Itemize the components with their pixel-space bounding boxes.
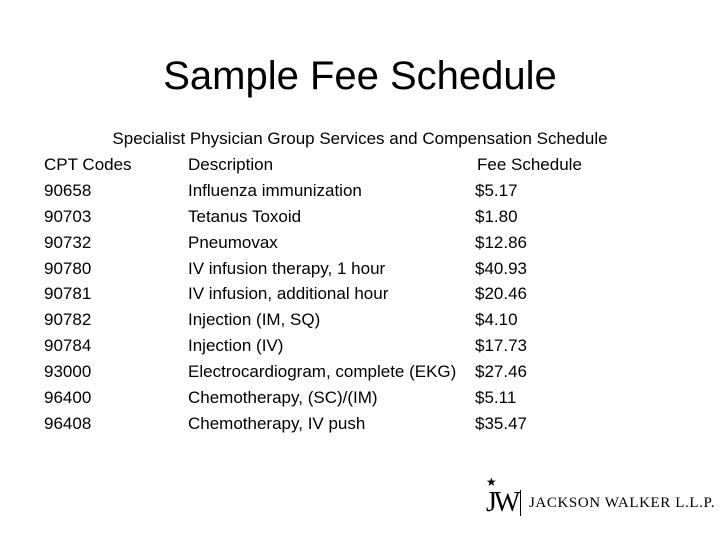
fee: $20.46 xyxy=(475,284,527,304)
logo-monogram: JW xyxy=(486,487,518,518)
page-title: Sample Fee Schedule xyxy=(163,54,557,98)
cpt-code: 90732 xyxy=(44,232,92,252)
column-header-cpt-codes: CPT Codes xyxy=(44,155,132,174)
description: Tetanus Toxoid xyxy=(188,206,302,226)
cpt-code: 96408 xyxy=(44,413,92,433)
fee: $35.47 xyxy=(475,413,527,433)
fee: $1.80 xyxy=(475,206,518,226)
description: Influenza immunization xyxy=(188,180,362,200)
column-header-description: Description xyxy=(188,155,274,174)
logo-divider xyxy=(520,490,521,516)
cpt-code: 96400 xyxy=(44,388,92,408)
cpt-code: 90781 xyxy=(44,284,92,304)
description: Chemotherapy, IV push xyxy=(188,413,366,433)
description: Pneumovax xyxy=(188,232,278,252)
cpt-code: 90703 xyxy=(44,206,92,226)
fee: $17.73 xyxy=(475,336,527,356)
page-subtitle: Specialist Physician Group Services and Compensation Schedule xyxy=(112,129,608,148)
fee: $12.86 xyxy=(475,232,527,252)
jackson-walker-logo xyxy=(486,476,716,526)
cpt-code: 93000 xyxy=(44,362,92,382)
cpt-code: 90784 xyxy=(44,336,92,356)
cpt-code: 90658 xyxy=(44,180,92,200)
star-icon: ★ xyxy=(486,475,497,489)
description: Injection (IV) xyxy=(188,336,284,356)
description: Chemotherapy, (SC)/(IM) xyxy=(188,388,378,408)
fee: $4.10 xyxy=(475,310,518,330)
logo-wordmark: JACKSON WALKER L.L.P. xyxy=(529,495,716,511)
cpt-code: 90780 xyxy=(44,258,92,278)
fee: $5.11 xyxy=(475,388,517,408)
cpt-code: 90782 xyxy=(44,310,92,330)
column-header-fee-schedule: Fee Schedule xyxy=(477,155,582,174)
description: IV infusion, additional hour xyxy=(188,284,389,304)
description: IV infusion therapy, 1 hour xyxy=(188,258,386,278)
fee: $40.93 xyxy=(475,258,527,278)
fee: $5.17 xyxy=(475,180,518,200)
description: Electrocardiogram, complete (EKG) xyxy=(188,362,457,382)
fee: $27.46 xyxy=(475,362,527,382)
description: Injection (IM, SQ) xyxy=(188,310,321,330)
